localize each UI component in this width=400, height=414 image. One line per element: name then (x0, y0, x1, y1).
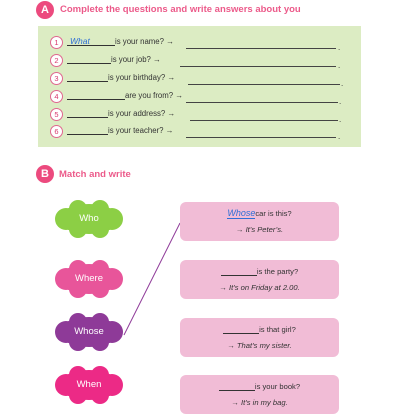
filled-answer[interactable]: Whose (227, 208, 256, 218)
section-a-title: Complete the questions and write answers about you (60, 4, 301, 15)
section-b-badge: B (36, 165, 54, 183)
arrow-icon: → (153, 55, 161, 64)
section-a-badge: A (36, 1, 54, 19)
question-label: are you from? (125, 91, 174, 100)
word-cloud-who[interactable] (52, 200, 126, 238)
card-question-text: is the party? (256, 267, 299, 276)
card-blank[interactable] (223, 324, 259, 334)
cloud-label: Whose (74, 326, 104, 337)
match-card-2 (180, 260, 339, 299)
match-card-1 (180, 202, 339, 241)
question-label: is your address? (108, 109, 166, 118)
answer-period: . (341, 79, 344, 88)
section-b-title: Match and write (59, 169, 131, 180)
arrow-icon: → (167, 109, 176, 118)
card-question (180, 266, 339, 276)
card-question-text: is that girl? (259, 325, 296, 334)
question-number: 1 (50, 36, 63, 49)
match-card-3 (180, 318, 339, 357)
question-label: is your birthday? (108, 73, 166, 82)
question-number: 3 (50, 72, 63, 85)
word-cloud-when[interactable] (52, 365, 126, 405)
answer-period: . (339, 97, 342, 106)
question-number: 5 (50, 108, 63, 121)
card-blank[interactable] (219, 381, 255, 391)
card-answer: → It’s Peter’s. (235, 225, 284, 234)
card-question-text: car is this? (255, 209, 292, 218)
card-blank[interactable] (221, 266, 257, 276)
match-card-4 (180, 375, 339, 414)
word-cloud-where[interactable] (52, 259, 126, 299)
cloud-label: Where (75, 273, 103, 284)
word-cloud-whose[interactable] (52, 312, 126, 352)
answer-period: . (338, 132, 341, 141)
cloud-label: When (76, 379, 102, 390)
question-number: 2 (50, 54, 63, 67)
answer-period: . (338, 43, 341, 52)
card-question (180, 208, 339, 218)
arrow-icon: → (167, 73, 176, 82)
card-question (180, 324, 339, 334)
question-number: 4 (50, 90, 63, 103)
answer-period: . (339, 115, 342, 124)
question-label: is your job? (111, 55, 151, 64)
question-number: 6 (50, 125, 63, 138)
card-answer: → It’s in my bag. (231, 398, 288, 407)
arrow-icon: → (175, 91, 184, 100)
card-question (180, 381, 339, 391)
card-question-text: is your book? (254, 382, 301, 391)
filled-answer: What (70, 36, 90, 46)
arrow-icon: → (166, 37, 174, 46)
question-label: is your name? (115, 37, 164, 46)
question-label: is your teacher? (108, 126, 164, 135)
answer-period: . (338, 61, 341, 70)
card-answer: → It’s on Friday at 2.00. (219, 283, 300, 292)
card-answer: → That’s my sister. (227, 341, 292, 350)
arrow-icon: → (165, 126, 174, 135)
cloud-label: Who (79, 213, 99, 224)
